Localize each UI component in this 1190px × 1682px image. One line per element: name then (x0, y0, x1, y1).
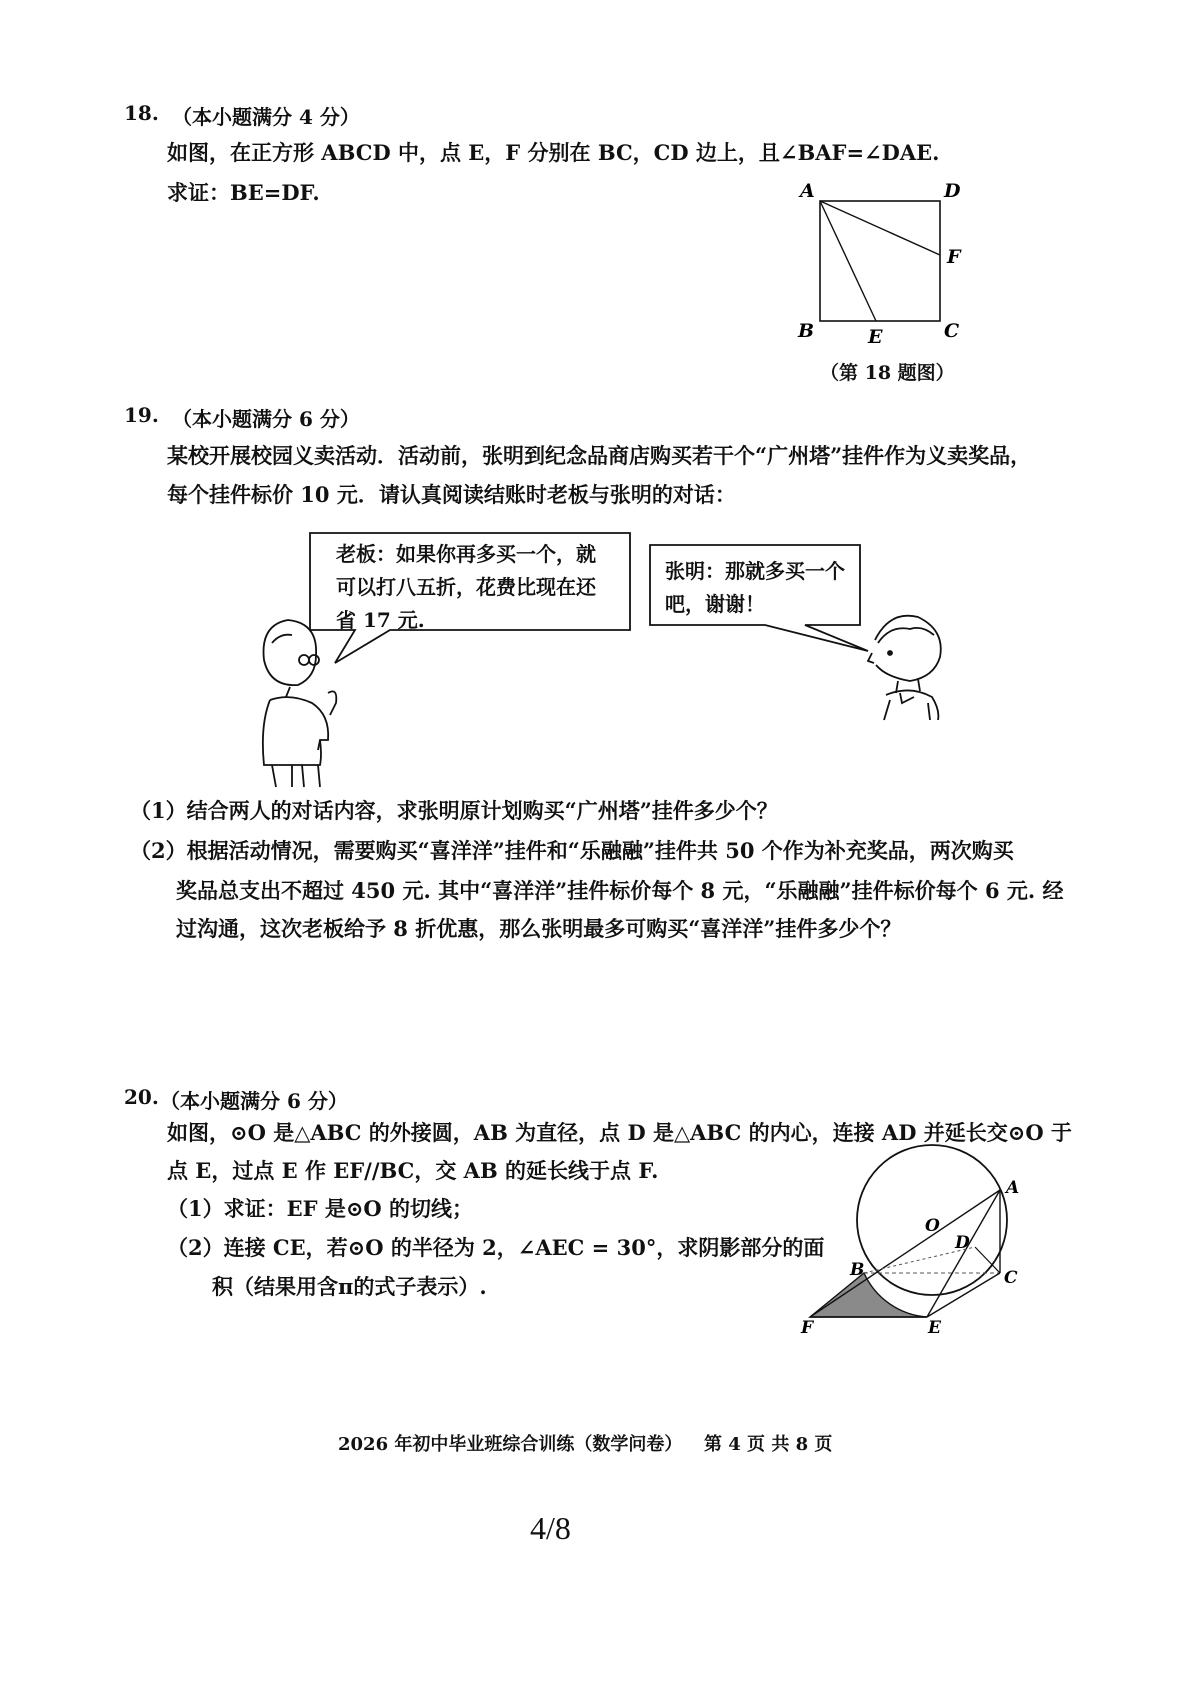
q18-statement: 如图，在正方形 ABCD 中，点 E，F 分别在 BC，CD 边上，且∠BAF=∠DAE. (167, 140, 940, 165)
footer-title: 2026 年初中毕业班综合训练（数学问卷） (338, 1434, 683, 1455)
zhang-figure (868, 616, 941, 720)
q19-part2-line1: （2）根据活动情况，需要购买“喜洋洋”挂件和“乐融融”挂件共 50 个作为补充奖品，两次购买 (130, 838, 1014, 863)
label-d: D (955, 1233, 970, 1253)
q20-number: 20. (124, 1085, 159, 1109)
q19-number: 19. (124, 403, 159, 427)
q19-header: （本小题满分 6 分） (172, 407, 360, 431)
label-c: C (1004, 1268, 1018, 1288)
q18-caption: （第 18 题图） (820, 362, 955, 384)
footer-page: 第 4 页 共 8 页 (704, 1434, 833, 1455)
q20-header: （本小题满分 6 分） (160, 1089, 348, 1113)
boss-bubble-line1: 老板：如果你再多买一个，就 (336, 542, 596, 566)
label-e: E (868, 326, 883, 348)
q20-part1: （1）求证：EF 是⊙O 的切线； (167, 1196, 474, 1221)
q20-part2-line1: （2）连接 CE，若⊙O 的半径为 2，∠AEC = 30°，求阴影部分的面 (167, 1235, 825, 1260)
q19-part2-line2: 奖品总支出不超过 450 元. 其中“喜洋洋”挂件标价每个 8 元，“乐融融”挂件标价每个 6 元. 经 (176, 878, 1064, 903)
q20-part2-line2: 积（结果用含π的式子表示）. (212, 1274, 487, 1299)
zhang-bubble-line1: 张明：那就多买一个 (665, 559, 845, 583)
q18-number: 18. (124, 101, 159, 125)
label-a: A (800, 180, 815, 202)
segment-af (820, 201, 940, 255)
q20-statement-line1: 如图，⊙O 是△ABC 的外接圆，AB 为直径，点 D 是△ABC 的内心，连接 AD 并延长交⊙O 于 (167, 1120, 1072, 1145)
q19-intro-line2: 每个挂件标价 10 元．请认真阅读结账时老板与张明的对话： (167, 482, 736, 507)
q19-part2-line3: 过沟通，这次老板给予 8 折优惠，那么张明最多可购买“喜洋洋”挂件多少个？ (176, 916, 902, 941)
label-o: O (925, 1216, 940, 1236)
q18-header: （本小题满分 4 分） (172, 105, 360, 129)
shaded-region (810, 1273, 927, 1317)
segment-fa (810, 1190, 1000, 1317)
segment-ae (927, 1190, 1000, 1317)
q20-statement-line2: 点 E，过点 E 作 EF//BC，交 AB 的延长线于点 F. (167, 1158, 659, 1183)
label-e: E (928, 1318, 941, 1335)
label-c: C (944, 320, 960, 342)
q19-intro-line1: 某校开展校园义卖活动．活动前，张明到纪念品商店购买若干个“广州塔”挂件作为义卖奖品， (167, 443, 1032, 468)
segment-ae (820, 201, 876, 321)
q18-prove: 求证：BE=DF. (167, 180, 320, 205)
label-b: B (798, 320, 815, 342)
square-abcd (820, 201, 940, 321)
label-d: D (944, 180, 961, 202)
q19-part1: （1）结合两人的对话内容，求张明原计划购买“广州塔”挂件多少个？ (130, 798, 778, 823)
boss-figure (263, 620, 336, 787)
page-indicator: 4/8 (530, 1510, 571, 1546)
q20-circle-figure (795, 1135, 1045, 1335)
label-f: F (947, 246, 961, 268)
label-b: B (850, 1260, 865, 1280)
zhang-bubble-line2: 吧，谢谢！ (665, 592, 765, 616)
label-a: A (1006, 1178, 1020, 1198)
boss-bubble-line2: 可以打八五折，花费比现在还 (336, 575, 596, 599)
label-f: F (801, 1318, 814, 1335)
boss-bubble-line3: 省 17 元. (336, 608, 425, 632)
q18-square-figure (790, 175, 980, 350)
